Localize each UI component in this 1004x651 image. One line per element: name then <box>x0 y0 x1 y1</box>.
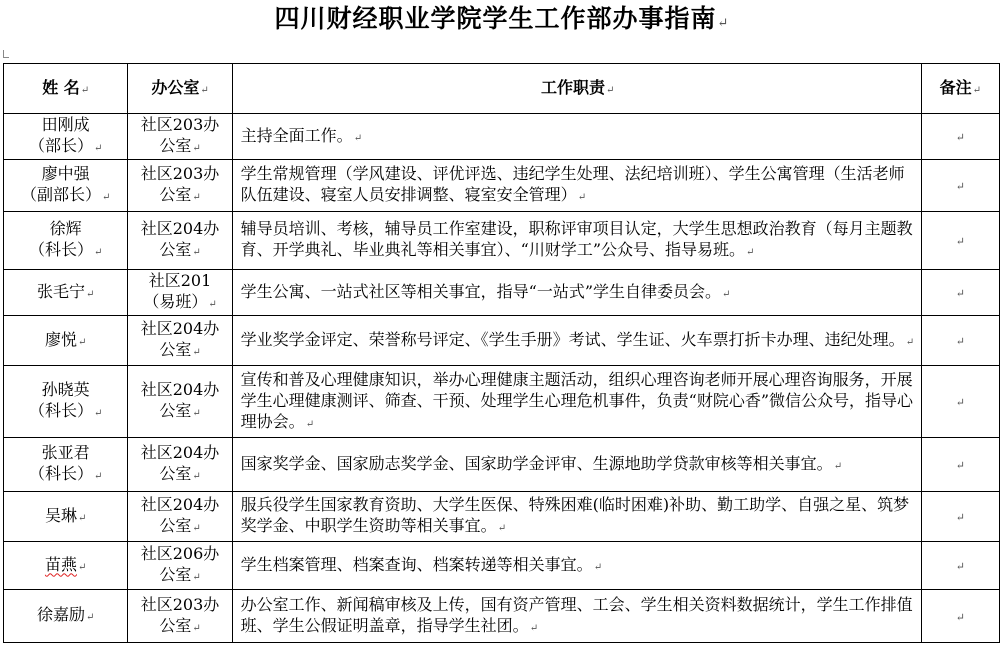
staff-name: 吴琳 <box>44 505 77 525</box>
paragraph-mark-icon: ↵ <box>192 523 201 534</box>
staff-name-cell <box>4 492 128 542</box>
paragraph-mark-icon: ↵ <box>200 84 209 96</box>
duty-cell <box>232 590 921 643</box>
paragraph-mark-icon: ↵ <box>192 143 201 154</box>
table-row <box>4 492 1000 542</box>
paragraph-mark-icon: ↵ <box>955 459 965 472</box>
paragraph-mark-icon: ↵ <box>192 247 201 258</box>
paragraph-mark-icon: ↵ <box>955 180 965 193</box>
paragraph-mark-icon: ↵ <box>85 288 95 300</box>
paragraph-mark-icon: ↵ <box>77 512 87 524</box>
document-title <box>0 2 1004 41</box>
office-guide-table <box>3 63 1000 643</box>
staff-name-cell <box>4 438 128 492</box>
note-cell <box>921 366 999 438</box>
table-row <box>4 590 1000 643</box>
paragraph-mark-icon: ↵ <box>353 132 363 144</box>
duty-cell <box>232 270 921 316</box>
office-location: 社区204办公室 <box>140 380 220 420</box>
staff-name: 廖中强 <box>41 164 90 183</box>
table-row <box>4 542 1000 590</box>
staff-name-cell <box>4 542 128 590</box>
margin-corner-mark <box>3 50 9 58</box>
paragraph-mark-icon: ↵ <box>955 560 965 573</box>
note-cell <box>921 212 999 270</box>
duty-cell <box>232 492 921 542</box>
staff-role: （科长） <box>28 401 93 420</box>
staff-name: 张毛宁 <box>36 281 85 301</box>
staff-name-cell <box>4 212 128 270</box>
table-row <box>4 270 1000 316</box>
staff-role: （科长） <box>28 464 93 483</box>
paragraph-mark-icon: ↵ <box>955 287 965 300</box>
office-location: 社区201（易班） <box>143 271 212 311</box>
staff-role: （副部长） <box>20 185 101 204</box>
staff-name-cell <box>4 590 128 643</box>
office-location: 社区203办公室 <box>140 164 220 204</box>
office-cell <box>128 270 232 316</box>
note-cell <box>921 492 999 542</box>
office-cell <box>128 212 232 270</box>
paragraph-mark-icon: ↵ <box>93 143 103 154</box>
paragraph-mark-icon: ↵ <box>746 247 755 258</box>
paragraph-mark-icon: ↵ <box>93 408 103 419</box>
duty-description: 国家奖学金、国家励志奖学金、国家助学金评审、生源地助学贷款审核等相关事宜。 <box>240 453 833 473</box>
paragraph-mark-icon: ↵ <box>905 336 915 348</box>
duty-description: 宣传和普及心理健康知识，举办心理健康主题活动，组织心理咨询老师开展心理咨询服务，开展学生心理健康测评、筛查、干预、处理学生心理危机事件，负责“财院心香”微信公众号，指导心理协会。 <box>240 369 914 431</box>
table-row <box>4 160 1000 212</box>
office-cell <box>128 492 232 542</box>
paragraph-mark-icon: ↵ <box>955 131 965 144</box>
paragraph-mark-icon: ↵ <box>529 622 539 634</box>
staff-name-cell <box>4 114 128 160</box>
paragraph-mark-icon: ↵ <box>955 511 965 524</box>
paragraph-mark-icon: ↵ <box>192 408 201 419</box>
duty-cell <box>232 542 921 590</box>
header-note <box>921 64 999 114</box>
staff-name: 田刚成 <box>41 115 90 134</box>
office-location: 社区204办公室 <box>140 319 220 359</box>
header-name <box>4 64 128 114</box>
office-cell <box>128 438 232 492</box>
duty-cell <box>232 212 921 270</box>
office-cell <box>128 160 232 212</box>
duty-description: 主持全面工作。 <box>240 125 353 145</box>
header-name-label: 姓 名 <box>42 77 80 97</box>
note-cell <box>921 316 999 366</box>
paragraph-mark-icon: ↵ <box>305 418 315 430</box>
staff-name-cell <box>4 366 128 438</box>
note-cell <box>921 542 999 590</box>
table-row <box>4 316 1000 366</box>
paragraph-mark-icon: ↵ <box>80 84 90 96</box>
table-row <box>4 212 1000 270</box>
staff-role: （科长） <box>28 240 93 259</box>
note-cell <box>921 590 999 643</box>
note-cell <box>921 114 999 160</box>
staff-name-cell <box>4 316 128 366</box>
duty-description: 服兵役学生国家教育资助、大学生医保、特殊困难(临时困难)补助、勤工助学、自强之星、筑梦奖学金、中职学生资助等相关事宜。 <box>240 495 910 535</box>
paragraph-mark-icon: ↵ <box>192 572 201 583</box>
paragraph-mark-icon: ↵ <box>192 622 201 634</box>
office-cell <box>128 316 232 366</box>
note-cell <box>921 160 999 212</box>
note-cell <box>921 438 999 492</box>
duty-description: 学生档案管理、档案查询、档案转递等相关事宜。 <box>240 554 593 574</box>
staff-name-cell <box>4 160 128 212</box>
staff-role: （部长） <box>28 136 93 155</box>
header-office <box>128 64 232 114</box>
table-row <box>4 114 1000 160</box>
office-location: 社区203办公室 <box>140 115 220 155</box>
table-row <box>4 438 1000 492</box>
office-cell <box>128 114 232 160</box>
staff-name: 苗燕 <box>44 554 77 574</box>
paragraph-mark-icon: ↵ <box>717 16 730 31</box>
header-office-label: 办公室 <box>151 77 200 97</box>
paragraph-mark-icon: ↵ <box>955 396 965 409</box>
staff-name: 徐辉 <box>49 219 82 238</box>
duty-description: 学生公寓、一站式社区等相关事宜，指导“一站式”学生自律委员会。 <box>240 281 722 301</box>
office-cell <box>128 590 232 643</box>
paragraph-mark-icon: ↵ <box>192 192 201 203</box>
header-note-label: 备注 <box>939 77 972 97</box>
paragraph-mark-icon: ↵ <box>722 288 731 300</box>
table-row <box>4 366 1000 438</box>
staff-name: 孙晓英 <box>41 380 90 399</box>
duty-cell <box>232 438 921 492</box>
office-cell <box>128 542 232 590</box>
duty-cell <box>232 316 921 366</box>
title-text: 四川财经职业学院学生工作部办事指南 <box>274 4 717 33</box>
paragraph-mark-icon: ↵ <box>972 84 982 96</box>
paragraph-mark-icon: ↵ <box>192 471 201 482</box>
note-cell <box>921 270 999 316</box>
paragraph-mark-icon: ↵ <box>77 336 87 348</box>
paragraph-mark-icon: ↵ <box>577 192 587 203</box>
staff-name: 廖悦 <box>44 329 77 349</box>
staff-name-cell <box>4 270 128 316</box>
office-location: 社区204办公室 <box>140 443 220 483</box>
duty-description: 学业奖学金评定、荣誉称号评定、《学生手册》考试、学生证、火车票打折卡办理、违纪处理。 <box>240 329 905 349</box>
paragraph-mark-icon: ↵ <box>955 335 965 348</box>
office-cell <box>128 366 232 438</box>
duty-description: 辅导员培训、考核，辅导员工作室建设，职称评审项目认定，大学生思想政治教育（每月主题教育、开学典礼、毕业典礼等相关事宜）、“川财学工”公众号、指导易班。 <box>240 219 913 259</box>
duty-description: 办公室工作、新闻稿审核及上传，国有资产管理、工会、学生相关资料数据统计，学生工作排值班、学生公假证明盖章，指导学生社团。 <box>240 594 913 635</box>
staff-name: 张亚君 <box>41 443 90 462</box>
table-body <box>4 114 1000 643</box>
paragraph-mark-icon: ↵ <box>101 192 111 203</box>
paragraph-mark-icon: ↵ <box>93 471 103 482</box>
header-duty <box>232 64 921 114</box>
duty-cell <box>232 114 921 160</box>
office-location: 社区203办公室 <box>140 594 220 635</box>
paragraph-mark-icon: ↵ <box>208 299 217 310</box>
office-location: 社区204办公室 <box>140 495 220 535</box>
duty-cell <box>232 160 921 212</box>
duty-cell <box>232 366 921 438</box>
duty-description: 学生常规管理（学风建设、评优评选、违纪学生处理、法纪培训班）、学生公寓管理（生活老师队伍建设、寝室人员安排调整、寝室安全管理） <box>240 164 905 204</box>
paragraph-mark-icon: ↵ <box>833 460 843 472</box>
header-duty-label: 工作职责 <box>541 77 606 97</box>
paragraph-mark-icon: ↵ <box>192 347 201 358</box>
table-header-row <box>4 64 1000 114</box>
staff-name: 徐嘉励 <box>36 605 85 624</box>
paragraph-mark-icon: ↵ <box>77 561 87 573</box>
paragraph-mark-icon: ↵ <box>85 612 95 623</box>
paragraph-mark-icon: ↵ <box>93 247 103 258</box>
paragraph-mark-icon: ↵ <box>955 610 965 624</box>
paragraph-mark-icon: ↵ <box>497 523 507 534</box>
office-location: 社区206办公室 <box>140 544 220 584</box>
paragraph-mark-icon: ↵ <box>593 561 603 573</box>
office-location: 社区204办公室 <box>140 219 220 259</box>
paragraph-mark-icon: ↵ <box>955 235 965 248</box>
paragraph-mark-icon: ↵ <box>606 84 615 96</box>
